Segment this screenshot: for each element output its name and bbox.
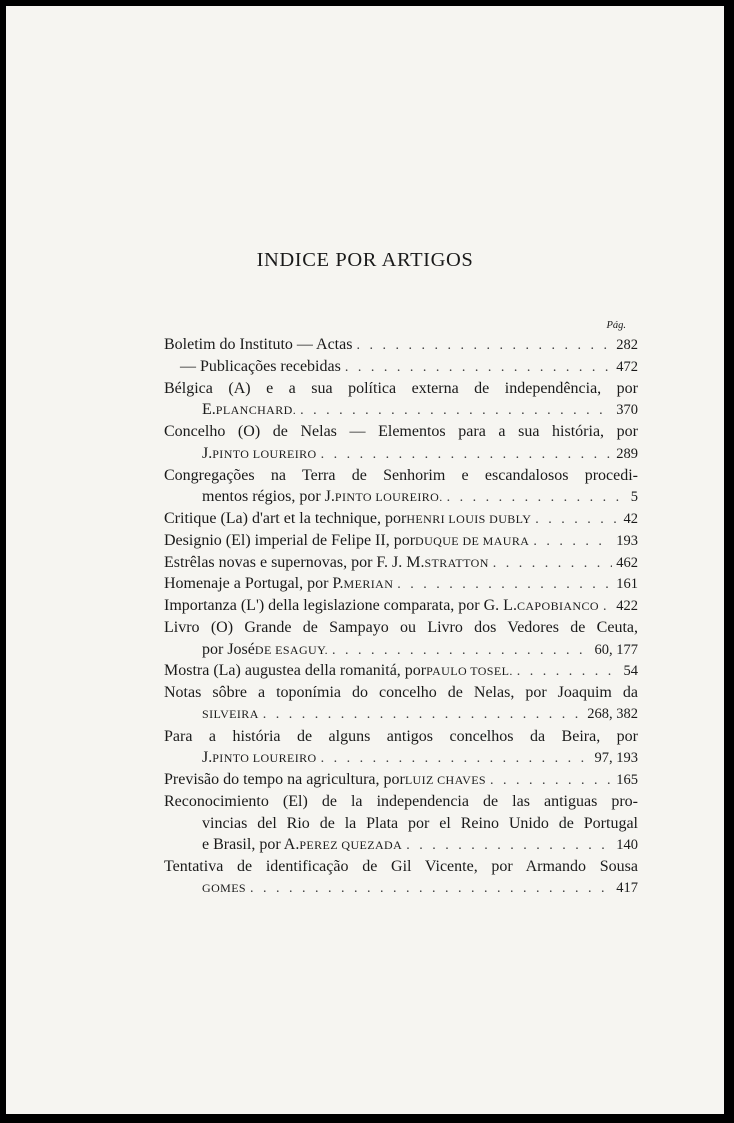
toc-line (164, 399, 638, 421)
toc-line (164, 682, 638, 704)
toc-line (164, 660, 638, 682)
leader-dots (263, 704, 583, 726)
entry-text: Mostra (La) augustea della romanitá, por (164, 662, 427, 680)
toc-line (164, 791, 638, 813)
toc-line (164, 465, 638, 487)
leader-dots (406, 835, 612, 856)
page-number: 268, 382 (587, 705, 638, 722)
leader-dots (533, 531, 612, 552)
leader-dots (300, 400, 612, 421)
leader-dots (535, 509, 619, 530)
leader-dots (345, 357, 612, 378)
entry-author: PLANCHARD. (215, 403, 297, 418)
toc-line (164, 856, 638, 878)
entry-author: MERIAN (343, 577, 394, 592)
page-number: 60, 177 (594, 641, 638, 658)
entry-author: PAULO TOSEL. (426, 664, 513, 679)
entry-text: e Brasil, por A. (202, 836, 300, 854)
entry-author: PEREZ QUEZADA (299, 838, 403, 853)
entry-author: DE ESAGUY. (254, 642, 329, 657)
toc-line (164, 552, 638, 574)
entry-author: DUQUE DE MAURA (415, 533, 530, 548)
leader-dots (321, 748, 591, 769)
table-of-contents (164, 334, 638, 900)
entry-text: Notas sôbre a toponímia do concelho de Nelas, por Joaquim da (164, 684, 638, 701)
toc-line (164, 334, 638, 356)
entry-text: Reconocimiento (El) de la independencia de las antiguas pro- (164, 792, 638, 810)
leader-dots (447, 487, 627, 508)
page-number: 282 (616, 337, 638, 353)
toc-line (164, 595, 638, 617)
page-number: 5 (630, 489, 638, 506)
entry-text: por José (202, 640, 255, 658)
page-number: 42 (623, 511, 638, 527)
entry-text: Bélgica (A) e a sua política externa de independência, por (164, 379, 638, 397)
toc-line (164, 486, 638, 508)
entry-author: PINTO LOUREIRO (212, 751, 317, 766)
leader-dots (321, 444, 613, 465)
page-number: 417 (616, 879, 638, 896)
page-number: 165 (616, 772, 638, 788)
page-number: 193 (616, 532, 638, 549)
entry-text: Designio (El) imperial de Felipe II, por (164, 531, 416, 549)
page-column-label: Pág. (606, 320, 626, 331)
leader-dots (397, 574, 612, 595)
entry-text: Previsão do tempo na agricultura, por (164, 771, 405, 788)
leader-dots (517, 661, 620, 682)
entry-text: Para a história de alguns antigos concelhos da Beira, por (164, 727, 638, 745)
document-page (6, 6, 724, 1114)
toc-line (164, 813, 638, 835)
page-number: 370 (616, 402, 638, 419)
page-number: 161 (616, 576, 638, 593)
entry-text: J. (202, 749, 213, 767)
page-number: 54 (623, 663, 638, 680)
entry-author: GOMES (202, 880, 247, 895)
entry-author: PINTO LOUREIRO (212, 446, 317, 461)
page-number: 140 (616, 837, 638, 854)
page-number: 422 (616, 598, 638, 614)
page-title: INDICE POR ARTIGOS (256, 249, 474, 271)
entry-author: SILVEIRA (202, 706, 259, 721)
entry-text: Estrêlas novas e supernovas, por F. J. M. (164, 553, 425, 571)
leader-dots (332, 640, 590, 661)
entry-text: Tentativa de identificação de Gil Vicente, por Armando Sousa (164, 858, 638, 875)
page-number: 289 (616, 445, 638, 462)
entry-text: Boletim do Instituto — Actas (164, 336, 353, 353)
leader-dots (490, 770, 612, 791)
entry-author: CAPOBIANCO (516, 599, 599, 613)
entry-text: Importanza (L') della legislazione comparata, por G. L. (164, 597, 517, 614)
entry-text: mentos régios, por J. (202, 488, 335, 506)
entry-text: — Publicações recebidas (180, 357, 341, 375)
entry-text: E. (202, 401, 216, 419)
leader-dots (603, 596, 612, 617)
toc-line (164, 704, 638, 726)
toc-line (164, 421, 638, 443)
entry-text: J. (202, 444, 213, 462)
page-number: 472 (616, 358, 638, 375)
toc-line (164, 639, 638, 661)
toc-line (164, 378, 638, 400)
entry-author: STRATTON (424, 555, 489, 570)
toc-line (164, 508, 638, 530)
entry-author: LUIZ CHAVES (404, 773, 487, 787)
entry-author: PINTO LOUREIRO. (334, 490, 443, 505)
entry-text: Congregações na Terra de Senhorim e escandalosos procedi- (164, 466, 638, 484)
entry-text: Critique (La) d'art et la technique, por (164, 510, 407, 527)
toc-line (164, 443, 638, 465)
toc-line (164, 617, 638, 639)
toc-line (164, 878, 638, 900)
entry-text: vincias del Rio de la Plata por el Reino Unido de Portugal (202, 814, 638, 832)
toc-line (164, 769, 638, 791)
leader-dots (493, 553, 612, 574)
entry-text: Homenaje a Portugal, por P. (164, 575, 344, 593)
toc-line (164, 356, 638, 378)
page-number: 462 (616, 554, 638, 571)
toc-line (164, 834, 638, 856)
entry-author: HENRI LOUIS DUBLY (406, 512, 532, 526)
entry-text: Livro (O) Grande de Sampayo ou Livro dos Vedores de Ceuta, (164, 618, 638, 636)
leader-dots (356, 335, 612, 356)
leader-dots (250, 878, 612, 900)
toc-line (164, 573, 638, 595)
page-number: 97, 193 (594, 750, 638, 767)
toc-line (164, 530, 638, 552)
toc-line (164, 726, 638, 748)
toc-line (164, 747, 638, 769)
entry-text: Concelho (O) de Nelas — Elementos para a sua história, por (164, 423, 638, 440)
